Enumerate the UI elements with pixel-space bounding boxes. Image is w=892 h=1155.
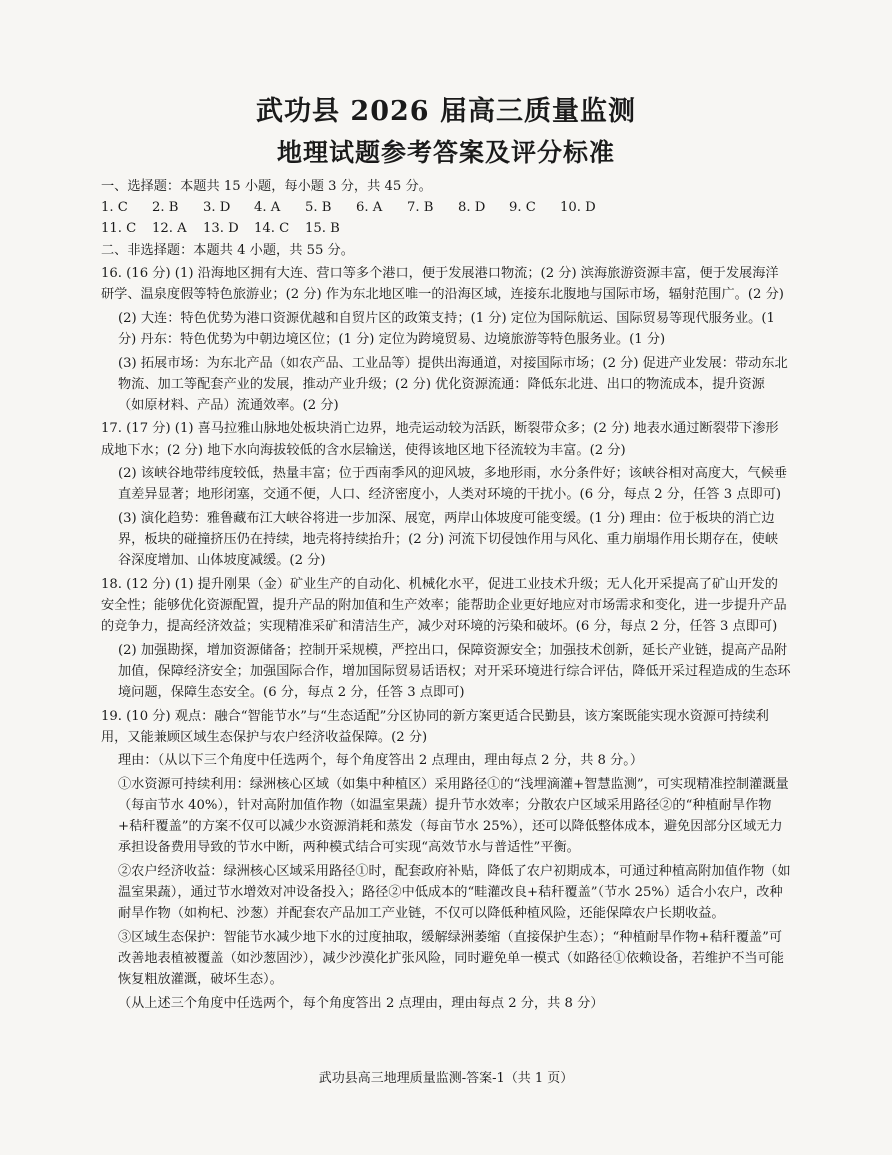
q17-part3: (3) 演化趋势：雅鲁藏布江大峡谷将进一步加深、展宽，两岸山体坡度可能变缓。(1 分) 理由：位于板块的消亡边界，板块的碰撞挤压仍在持续，地壳将持续抬升；(2 分) 河流下切侵蚀作用与风化、重力崩塌作用长期存在，使峡谷深度增加、山体坡度减缓。(2 分) — [118, 510, 779, 569]
mc-answer: 11. C — [101, 221, 137, 237]
page-footer: 武功县高三地理质量监测-答案-1（共 1 页） — [318, 1071, 574, 1086]
mc-answer: 2. B — [152, 200, 179, 216]
document-title: 武功县 2026 届高三质量监测 — [256, 96, 636, 127]
document-subtitle: 地理试题参考答案及评分标准 — [276, 138, 615, 167]
q18-part1: 18. (12 分) (1) 提升刚果（金）矿业生产的自动化、机械化水平，促进工业技术升级；无人化开采提高了矿山开发的安全性；能够优化资源配置，提升产品的附加值和生产效率；能帮助企业更好地应对市场需求和变化，进一步提升产品的竞争力，提高经济效益；实现精准采矿和清洁生产，减少对环境的污染和破坏。(6 分，每点 2 分，任答 3 点即可) — [101, 576, 787, 635]
q16-part3: (3) 拓展市场：为东北产品（如农产品、工业品等）提供出海通道，对接国际市场；(2 分) 促进产业发展：带动东北物流、加工等配套产业的发展，推动产业升级；(2 分) 优化资源流通：降低东北进、出口的物流成本，提升资源（如原材料、产品）流通效率。(2 分) — [118, 355, 788, 413]
mc-answer: 13. D — [203, 221, 239, 237]
q17-part1: 17. (17 分) (1) 喜马拉雅山脉地处板块消亡边界，地壳运动较为活跃，断裂带众多；(2 分) 地表水通过断裂带下渗形成地下水；(2 分) 地下水向海拔较低的含水层输送，使得该地区地下径流较为丰富。(2 分) — [101, 421, 779, 458]
mc-answers-row-2 — [101, 218, 791, 239]
section1-heading: 一、选择题：本题共 15 小题，每小题 3 分，共 45 分。 — [101, 179, 432, 194]
mc-answer: 14. C — [254, 221, 290, 237]
mc-answer: 3. D — [203, 200, 231, 216]
answer-body — [101, 176, 791, 1014]
q19-reason-water: ①水资源可持续利用：绿洲核心区域（如集中种植区）采用路径①的“浅埋滴灌+智慧监测”，可实现精准控制灌溉量（每亩节水 40%），针对高附加值作物（如温室果蔬）提升节水效率；分散农户区域采用路径②的“种植耐旱作物+秸秆覆盖”的方案不仅可以减少水资源消耗和蒸发（每亩节水 25%），还可以降低整体成本，避免因部分区域无力承担设备费用导致的节水中断，两种模式结合可实现“高效节水与普适性”平衡。 — [118, 776, 789, 856]
q18-part2: (2) 加强勘探，增加资源储备；控制开采规模，严控出口，保障资源安全；加强技术创新，延长产业链，提高产品附加值，保障经济安全；加强国际合作，增加国际贸易话语权；对开采环境进行综合评估，降低开采过程造成的生态环境问题，保障生态安全。(6 分，每点 2 分，任答 3 点即可) — [118, 642, 791, 701]
q19-scoring-note: （从上述三个角度中任选两个，每个角度答出 2 点理由，理由每点 2 分，共 8 分） — [118, 995, 604, 1011]
mc-answer: 15. B — [305, 221, 340, 237]
mc-answer: 1. C — [101, 200, 128, 216]
mc-answer: 5. B — [305, 200, 332, 216]
mc-answer: 4. A — [254, 200, 281, 216]
mc-answer: 7. B — [407, 200, 434, 216]
mc-answer: 9. C — [509, 200, 536, 216]
q19-reason-ecology: ③区域生态保护：智能节水减少地下水的过度抽取，缓解绿洲萎缩（直接保护生态）；“种植耐旱作物+秸秆覆盖”可改善地表植被覆盖（如沙葱固沙），减少沙漠化扩张风险，同时避免单一模式（如路径①依赖设备，若维护不当可能恢复粗放灌溉，破坏生态）。 — [118, 929, 784, 988]
mc-answer: 8. D — [458, 200, 486, 216]
section2-heading: 二、非选择题：本题共 4 小题，共 55 分。 — [101, 242, 354, 258]
q19-reason-income: ②农户经济收益：绿洲核心区域采用路径①时，配套政府补贴，降低了农户初期成本，可通过种植高附加值作物（如温室果蔬），通过节水增效对冲设备投入；路径②中低成本的“畦灌改良+秸秆覆盖”（节水 25%）适合小农户，改种耐旱作物（如枸杞、沙葱）并配套农产品加工产业链，不仅可以降低种植风险，还能保障农户长期收益。 — [118, 863, 791, 922]
mc-answer: 10. D — [560, 200, 596, 216]
q16-part2: (2) 大连：特色优势为港口资源优越和自贸片区的政策支持；(1 分) 定位为国际航运、国际贸易等现代服务业。(1 分) 丹东：特色优势为中朝边境区位；(1 分) 定位为跨境贸易、边境旅游等特色服务业。(1 分) — [118, 310, 775, 348]
q19-reason-intro: 理由：（从以下三个角度中任选两个，每个角度答出 2 点理由，理由每点 2 分，共 8 分。） — [118, 753, 644, 769]
q16-part1: 16. (16 分) (1) 沿海地区拥有大连、营口等多个港口，便于发展港口物流；(2 分) 滨海旅游资源丰富，便于发展海洋研学、温泉度假等特色旅游业；(2 分) 作为东北地区唯一的沿海区域，连接东北腹地与国际市场，辐射范围广。(2 分) — [101, 266, 784, 303]
mc-answers-row-1 — [101, 197, 791, 218]
q17-part2: (2) 该峡谷地带纬度较低，热量丰富；位于西南季风的迎风坡，多地形雨，水分条件好；该峡谷相对高度大，气候垂直差异显著；地形闭塞，交通不便，人口、经济密度小，人类对环境的干扰小。(6 分，每点 2 分，任答 3 点即可) — [118, 466, 788, 503]
q19-viewpoint: 19. (10 分) 观点：融合“智能节水”与“生态适配”分区协同的新方案更适合民勤县，该方案既能实现水资源可持续利用，又能兼顾区域生态保护与农户经济收益保障。(2 分) — [101, 708, 769, 745]
mc-answer: 12. A — [152, 221, 187, 237]
mc-answer: 6. A — [356, 200, 383, 216]
